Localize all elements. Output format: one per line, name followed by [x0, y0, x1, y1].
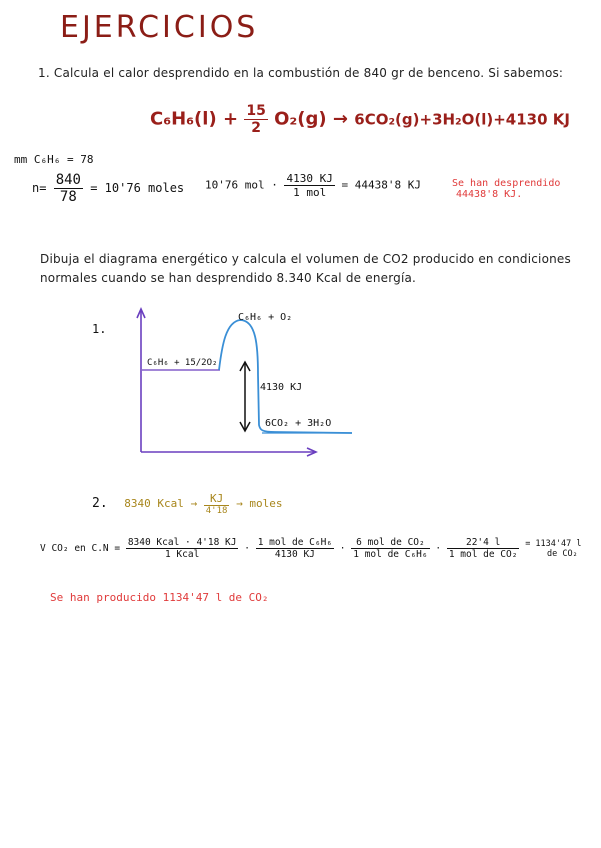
- diagram-number: 1.: [92, 322, 107, 336]
- moles-fraction: $\frac{840}{78}$: [55, 172, 81, 205]
- reaction-products: 6CO₂(g)+3H₂O(l)+4130 KJ: [354, 110, 570, 129]
- heat-calculation: 10'76 mol · $\frac{4130 KJ}{\text{1 mol}}$ = 44438'8 KJ: [205, 172, 421, 199]
- fraction-co2: $\frac{\text{6 mol de CO₂}}{\text{1 mol de C₆H₆}}$: [353, 537, 428, 560]
- conversion-fraction: $\frac{KJ}{4'18}$: [205, 492, 228, 516]
- fraction-volume: $\frac{22'4 l}{\text{1 mol de CO₂}}$: [448, 537, 518, 560]
- volume-result: = 1134'47 l de CO₂: [525, 538, 582, 559]
- page-title: EJERCICIOS: [60, 10, 259, 45]
- peak-label: C₆H₆ + O₂: [238, 312, 293, 323]
- heat-fraction: $\frac{4130 KJ}{\text{1 mol}}$: [286, 172, 333, 199]
- product-label: 6CO₂ + 3H₂O: [265, 418, 332, 429]
- heat-note: Se han desprendido 44438'8 KJ.: [452, 178, 561, 200]
- plus-sign: +: [222, 108, 239, 130]
- reaction-arrow: →: [332, 108, 348, 130]
- conclusion: Se han producido 1134'47 l de CO₂: [50, 591, 269, 604]
- reactant-oxygen: O₂(g): [274, 108, 327, 130]
- fraction-benzene: $\frac{\text{1 mol de C₆H₆}}{4130 KJ}$: [257, 537, 333, 560]
- oxygen-coefficient: $\frac{15}{2}$: [246, 103, 266, 136]
- question-1-text: Calcula el calor desprendido en la combustión de 840 gr de benceno. Si sabemos:: [53, 66, 564, 80]
- reactant-benzene: C₆H₆(l): [150, 108, 217, 130]
- moles-calculation: n= $\frac{840}{78}$ = 10'76 moles: [32, 172, 185, 205]
- volume-lhs: V CO₂ en C.N =: [40, 543, 121, 554]
- volume-calculation: V CO₂ en C.N = $\frac{\text{8340 Kcal · 4'18 KJ}}{\text{1 Kcal}}$ · $\frac{\text{1 mol de C₆H₆}}{4130 KJ}$ · $\frac{\text{6 mol de CO₂}}{\text{1 mol de C₆H₆}}$ · $\frac{22'4 l}{\text{1 mol de CO₂}}$ = 1134'47 l de CO₂: [40, 537, 582, 560]
- energy-label: 4130 KJ: [260, 382, 303, 393]
- reactant-label: C₆H₆ + 15/2O₂: [147, 358, 218, 368]
- question-1-number: 1.: [38, 66, 50, 80]
- part-2: 2. 8340 Kcal → $\frac{KJ}{4'18}$ → moles: [92, 492, 283, 516]
- fraction-kcal: $\frac{\text{8340 Kcal · 4'18 KJ}}{\text{1 Kcal}}$: [127, 537, 237, 560]
- energy-curve: [219, 320, 352, 433]
- molar-mass: mm C₆H₆ = 78: [14, 153, 94, 166]
- question-2: Dibuja el diagrama energético y calcula el volumen de CO2 producido en condiciones normales cuando se han desprendido 8.340 Kcal de energía.: [40, 252, 571, 285]
